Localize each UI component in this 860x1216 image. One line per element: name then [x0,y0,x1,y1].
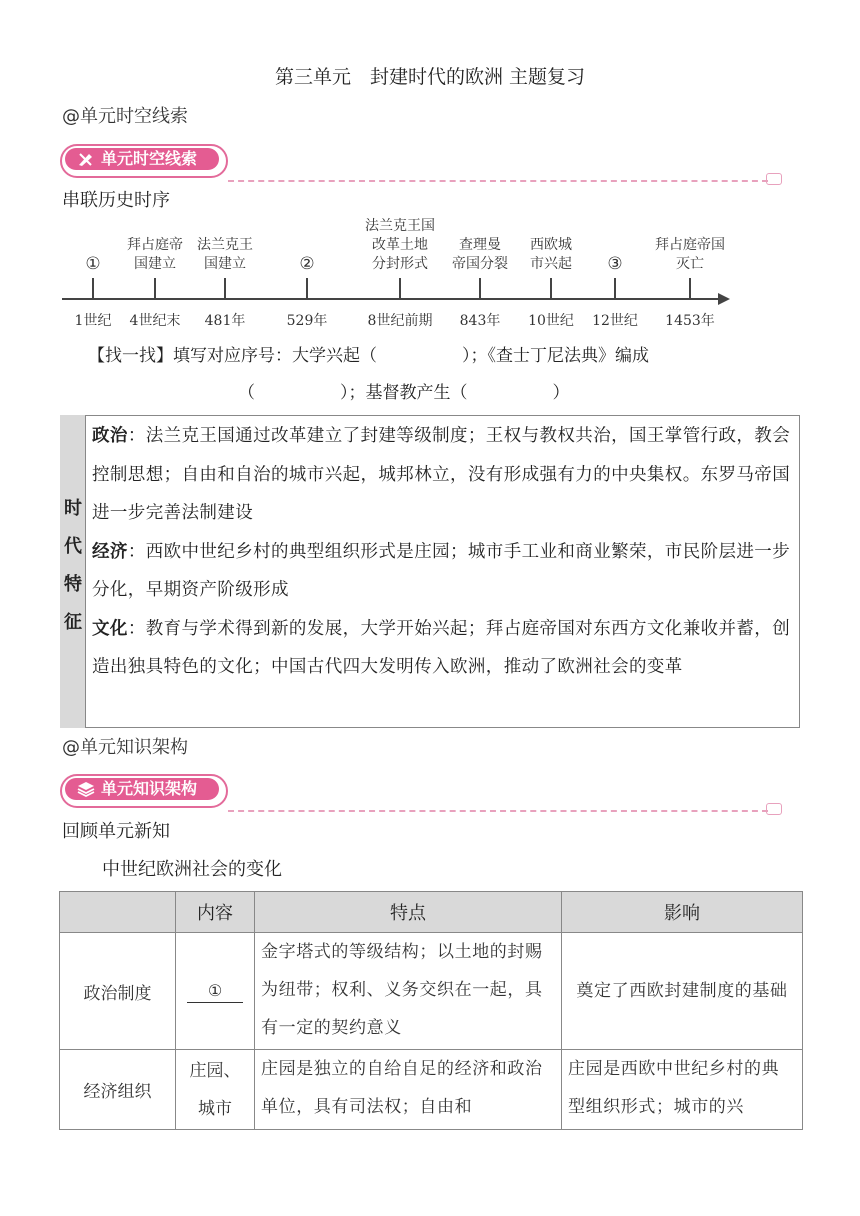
find-line-1: 【找一找】填写对应序号：大学兴起（ ）；《查士丁尼法典》编成 [88,346,649,366]
timeline-event-label: 法兰克王国 改革土地 分封形式 [365,218,435,272]
timeline-year: 8世纪前期 [367,313,433,329]
pencil-ruler-icon [77,151,95,167]
row-content [176,933,255,1050]
timeline-event-label: 查理曼 帝国分裂 [452,237,508,272]
timeline-year: 4世纪末 [129,313,181,329]
timeline-tick [479,278,481,300]
timeline-badge [60,144,235,178]
blank-answer: ① [187,980,243,1003]
row-category: 经济组织 [60,1050,176,1130]
knowledge-table [59,891,803,1130]
section-tag-knowledge: @单元知识架构 [62,737,188,758]
decor-mark [766,173,782,185]
features-politics: 政治：法兰克王国通过改革建立了封建等级制度；王权与教权共治，国王掌管行政，教会控制思想；自由和自治的城市兴起，城邦林立，没有形成强有力的中央集权。东罗马帝国进一步完善法制建设 [92,426,791,523]
row-content: 庄园、城市 [176,1050,255,1130]
row-category: 政治制度 [60,933,176,1050]
timeline-tick [614,278,616,300]
features-culture: 文化：教育与学术得到新的发展，大学开始兴起；拜占庭帝国对东西方文化兼收并蓄，创造出独具特色的文化；中国古代四大发明传入欧洲，推动了欧洲社会的变革 [92,618,791,677]
table-header-row [60,892,803,933]
timeline-tick [224,278,226,300]
subheading-knowledge: 回顾单元新知 [62,821,170,842]
timeline-event-label: 西欧城 市兴起 [530,237,572,272]
badge-label: 单元时空线索 [101,149,198,168]
row-impact: 奠定了西欧封建制度的基础 [562,933,803,1050]
timeline-event-label: 拜占庭帝 国建立 [127,237,183,272]
timeline-year: 1453年 [665,313,715,329]
timeline-year: 481年 [204,313,246,329]
timeline-year: 12世纪 [592,313,638,329]
features-side-label: 时 代 特 征 [64,498,82,633]
section-tag-timeline: @单元时空线索 [62,106,188,127]
timeline-year: 10世纪 [528,313,574,329]
timeline-event-label: 法兰克王 国建立 [197,237,253,272]
table-header: 内容 [176,892,255,933]
table-row [60,1050,803,1130]
timeline-year: 843年 [459,313,501,329]
timeline-tick [550,278,552,300]
table-row [60,933,803,1050]
table-header: 影响 [562,892,803,933]
timeline-event-label: ① [85,254,101,274]
subheading-timeline: 串联历史时序 [62,190,170,211]
timeline-tick [689,278,691,300]
find-line-2: （ ）；基督教产生（ ） [238,383,570,403]
row-impact: 庄园是西欧中世纪乡村的典型组织形式；城市的兴 [562,1050,803,1130]
timeline-event-label: 拜占庭帝国 灭亡 [655,237,725,272]
timeline-tick [306,278,308,300]
timeline-event-label: ② [299,254,315,274]
decor-mark [766,803,782,815]
timeline-year: 529年 [286,313,328,329]
row-feature: 金字塔式的等级结构；以土地的封赐为纽带；权利、义务交织在一起，具有一定的契约意义 [255,933,562,1050]
timeline-event-label: ③ [607,254,623,274]
page-title: 第三单元 封建时代的欧洲 主题复习 [274,66,586,88]
features-economy: 经济：西欧中世纪乡村的典型组织形式是庄园；城市手工业和商业繁荣，市民阶层进一步分化，早期资产阶级形成 [92,541,791,600]
table-header [60,892,176,933]
timeline-tick [92,278,94,300]
timeline-axis [62,298,722,300]
timeline-tick [399,278,401,300]
divider-line [228,180,768,182]
row-feature: 庄园是独立的自给自足的经济和政治单位，具有司法权；自由和 [255,1050,562,1130]
features-text [92,417,792,687]
table-header: 特点 [255,892,562,933]
timeline-year: 1世纪 [74,313,112,329]
table-title: 中世纪欧洲社会的变化 [102,859,282,880]
timeline-tick [154,278,156,300]
layers-icon [77,781,95,797]
knowledge-badge [60,774,235,808]
divider-line [228,810,768,812]
badge-label: 单元知识架构 [101,779,198,798]
timeline-arrow [718,293,730,305]
